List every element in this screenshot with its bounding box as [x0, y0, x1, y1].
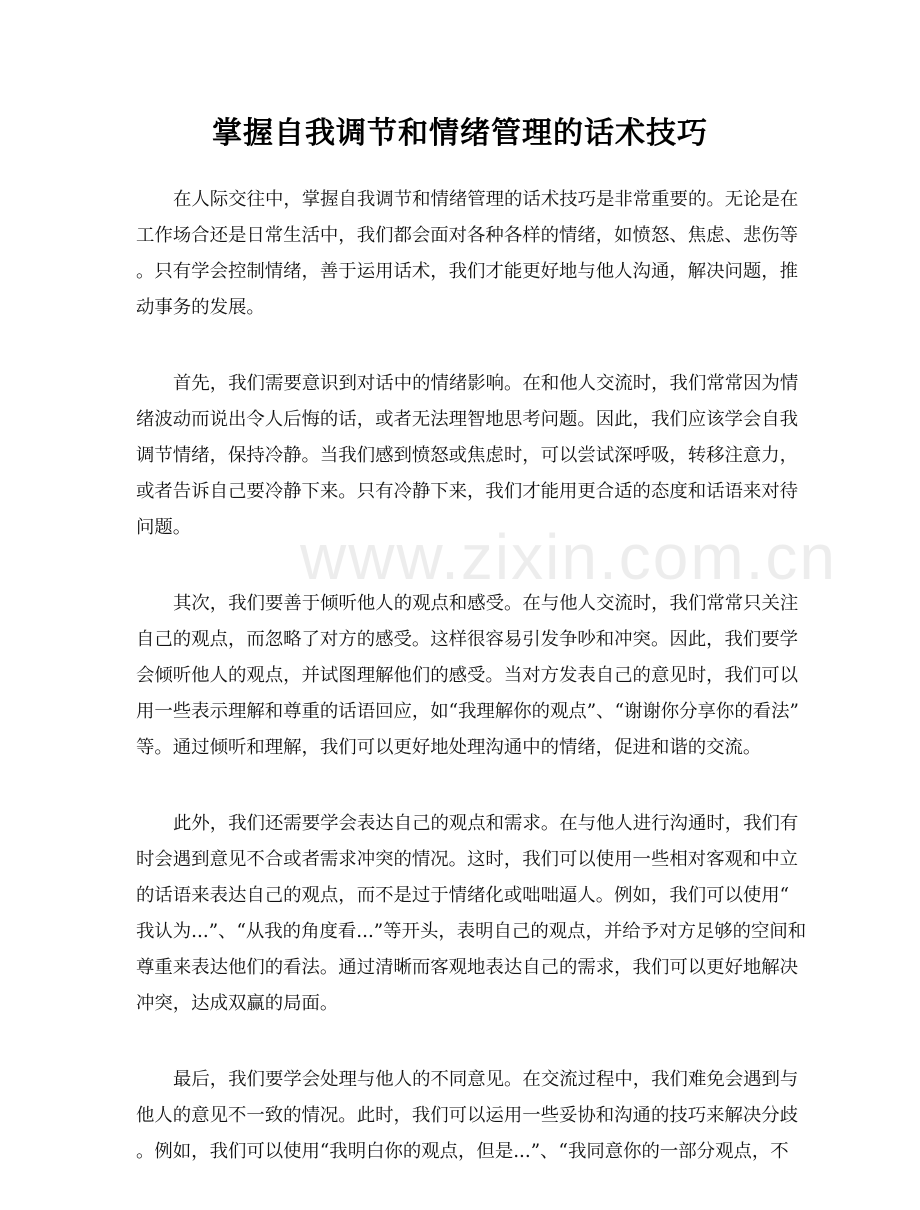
text-line: 等。通过倾听和理解，我们可以更好地处理沟通中的情绪，促进和谐的交流。: [136, 737, 762, 758]
text-line: 在人际交往中，掌握自我调节和情绪管理的话术技巧是非常重要的。无论是在: [173, 189, 799, 210]
watermark: www.zixin.com.cn: [300, 521, 837, 593]
paragraph: [136, 586, 799, 766]
paragraph: [136, 806, 807, 1022]
text-line: 问题。: [136, 517, 192, 538]
text-line: 其次，我们要善于倾听他人的观点和感受。在与他人交流时，我们常常只关注: [173, 593, 799, 614]
text-line: 绪波动而说出令人后悔的话，或者无法理智地思考问题。因此，我们应该学会自我: [136, 409, 799, 430]
text-line: 用一些表示理解和尊重的话语回应，如“我理解你的观点”、“谢谢你分享你的看法”: [136, 701, 799, 722]
text-line: 。例如，我们可以使用“我明白你的观点，但是...”、“我同意你的一部分观点，不: [136, 1141, 789, 1162]
text-line: 尊重来表达他们的看法。通过清晰而客观地表达自己的需求，我们可以更好地解决: [136, 957, 799, 978]
text-line: 我认为...”、“从我的角度看...”等开头，表明自己的观点，并给予对方足够的空间和: [136, 921, 807, 942]
text-line: 最后，我们要学会处理与他人的不同意见。在交流过程中，我们难免会遇到与: [173, 1069, 799, 1090]
text-line: 自己的观点，而忽略了对方的感受。这样很容易引发争吵和冲突。因此，我们要学: [136, 629, 799, 650]
text-line: 或者告诉自己要冷静下来。只有冷静下来，我们才能用更合适的态度和话语来对待: [136, 481, 799, 502]
text-line: 首先，我们需要意识到对话中的情绪影响。在和他人交流时，我们常常因为情: [173, 373, 799, 394]
text-line: 冲突，达成双赢的局面。: [136, 993, 339, 1014]
paragraph: [136, 1062, 799, 1170]
text-line: 会倾听他人的观点，并试图理解他们的感受。当对方发表自己的意见时，我们可以: [136, 665, 799, 686]
text-line: 动事务的发展。: [136, 297, 265, 318]
document-body: [136, 182, 807, 1210]
paragraph: [136, 182, 799, 326]
paragraph: [136, 366, 799, 546]
text-line: 时会遇到意见不合或者需求冲突的情况。这时，我们可以使用一些相对客观和中立: [136, 849, 799, 870]
document-title: 掌握自我调节和情绪管理的话术技巧: [212, 116, 708, 151]
text-line: 此外，我们还需要学会表达自己的观点和需求。在与他人进行沟通时，我们有: [173, 813, 799, 834]
text-line: 的话语来表达自己的观点，而不是过于情绪化或咄咄逼人。例如，我们可以使用“: [136, 885, 790, 906]
text-line: 他人的意见不一致的情况。此时，我们可以运用一些妥协和沟通的技巧来解决分歧: [136, 1105, 799, 1126]
text-line: 工作场合还是日常生活中，我们都会面对各种各样的情绪，如愤怒、焦虑、悲伤等: [136, 225, 799, 246]
text-line: 。只有学会控制情绪，善于运用话术，我们才能更好地与他人沟通，解决问题，推: [136, 261, 799, 282]
text-line: 调节情绪，保持冷静。当我们感到愤怒或焦虑时，可以尝试深呼吸，转移注意力，: [136, 445, 799, 466]
